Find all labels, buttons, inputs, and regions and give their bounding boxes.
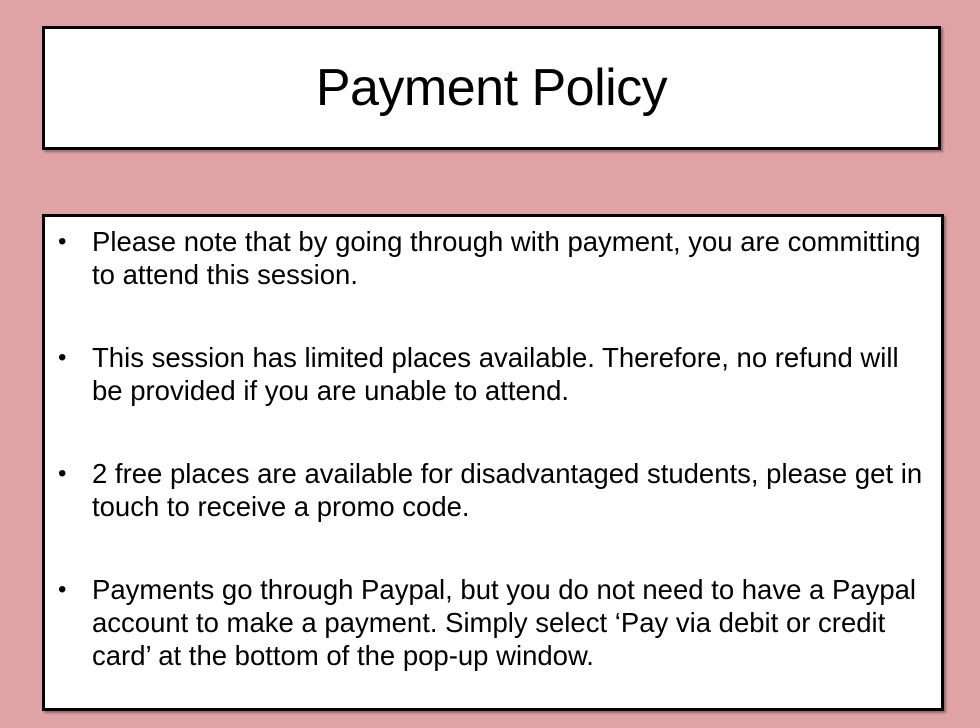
- policy-bullet-text: Payments go through Paypal, but you do not need to have a Paypal account to make a payment. Simply select ‘Pay via debit or credit card’ at the bottom of the pop-up window.: [92, 574, 917, 671]
- bullet-icon: •: [58, 228, 67, 255]
- bullet-icon: •: [58, 344, 67, 371]
- title-box: [42, 26, 941, 150]
- page-title: Payment Policy: [315, 59, 668, 117]
- bullet-icon: •: [58, 576, 67, 603]
- policy-bullet-list: [45, 225, 941, 722]
- policy-content-box: [42, 214, 944, 711]
- policy-bullet-text: This session has limited places available. Therefore, no refund will be provided if you are unable to attend.: [92, 342, 899, 406]
- policy-bullet-item: [45, 573, 941, 672]
- policy-bullet-item: [45, 457, 941, 523]
- policy-bullet-item: [45, 341, 941, 407]
- policy-bullet-text: Please note that by going through with payment, you are committing to attend this session.: [92, 226, 921, 290]
- policy-bullet-item: [45, 225, 941, 291]
- policy-bullet-text: 2 free places are available for disadvantaged students, please get in touch to receive a promo code.: [92, 458, 923, 522]
- bullet-icon: •: [58, 460, 67, 487]
